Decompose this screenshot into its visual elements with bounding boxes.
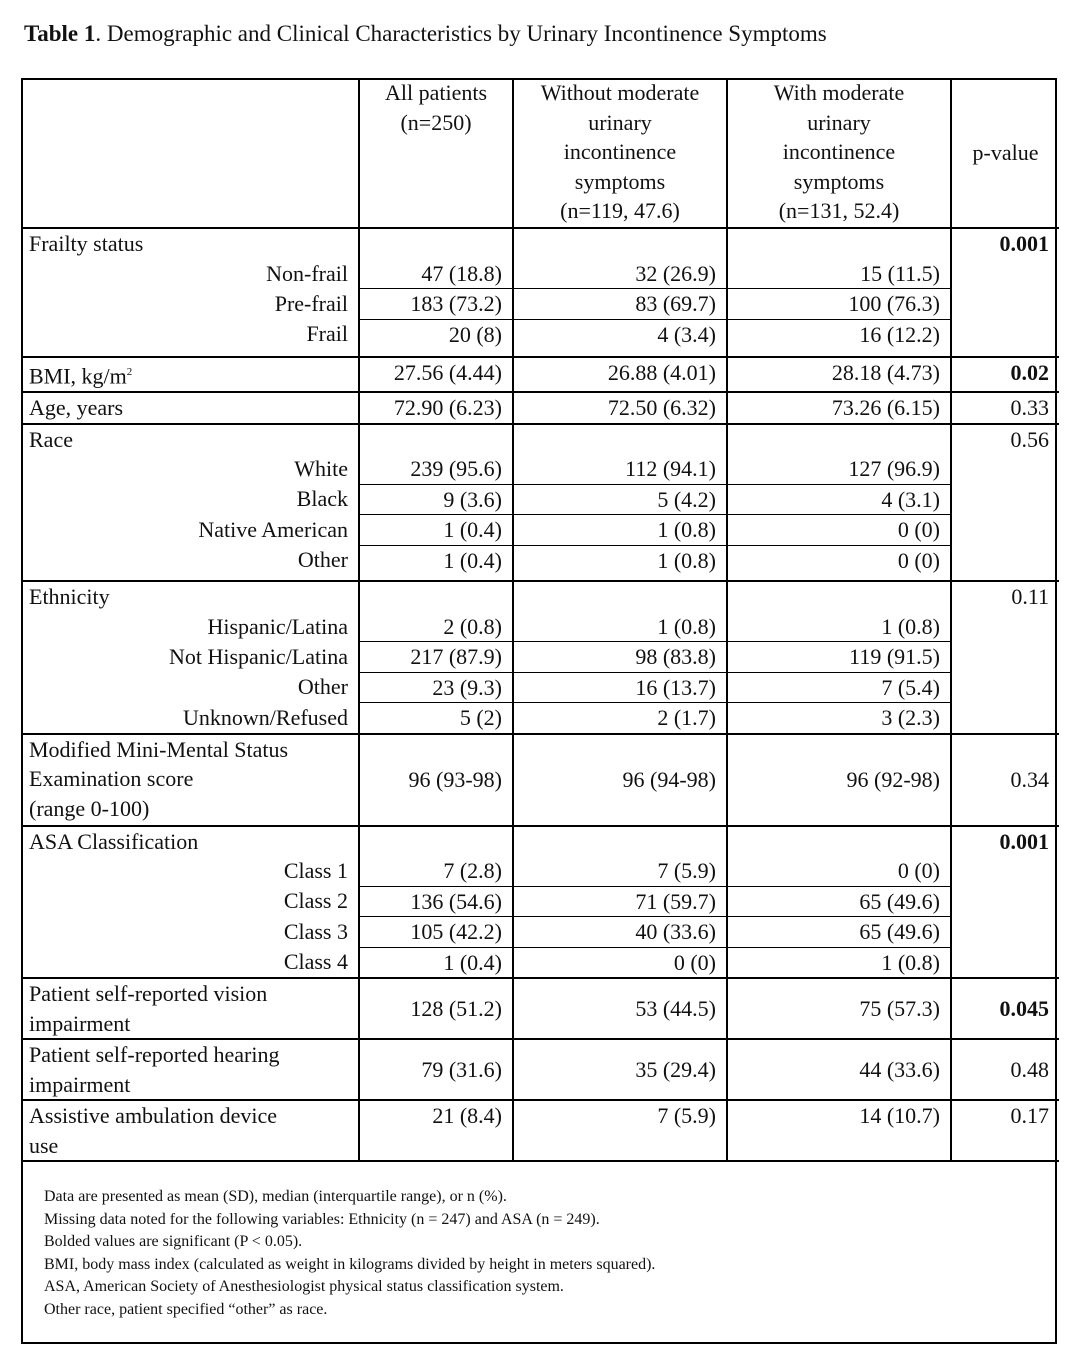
table-row: Class 4 1 (0.4) 0 (0) 1 (0.8) — [21, 947, 1059, 978]
header-blank — [21, 78, 359, 228]
table-row: Hispanic/Latina 2 (0.8) 1 (0.8) 1 (0.8) — [21, 612, 1059, 642]
row-label: ASA Classification — [29, 828, 199, 854]
p-value: 0.001 — [951, 228, 1059, 357]
row-label: Race — [29, 426, 73, 452]
p-value: 0.045 — [951, 978, 1059, 1039]
table-row: Native American 1 (0.4) 1 (0.8) 0 (0) — [21, 515, 1059, 546]
row-label: Assistive ambulation device use — [29, 1103, 278, 1158]
header-all-patients: All patients (n=250) — [359, 78, 513, 228]
table-row: Not Hispanic/Latina 217 (87.9) 98 (83.8) 119 (91.5) — [21, 642, 1059, 673]
table-row: Unknown/Refused 5 (2) 2 (1.7) 3 (2.3) — [21, 703, 1059, 734]
table-row: Frail 20 (8) 4 (3.4) 16 (12.2) — [21, 319, 1059, 357]
table-row: Patient self-reported hearing impairment 79 (31.6) 35 (29.4) 44 (33.6) 0.48 — [21, 1039, 1059, 1100]
footnote: ASA, American Society of Anesthesiologist physical status classification system. — [44, 1278, 564, 1295]
header-row — [21, 78, 1059, 228]
row-label: Patient self-reported vision impairment — [29, 981, 268, 1036]
p-value: 0.11 — [951, 581, 1059, 734]
row-label: Frailty status — [29, 231, 144, 256]
p-value: 0.17 — [951, 1100, 1059, 1161]
p-value: 0.33 — [951, 392, 1059, 424]
row-label: Modified Mini-Mental Status Examination score (range 0-100) — [29, 736, 289, 821]
footnote: Missing data noted for the following variables: Ethnicity (n = 247) and ASA (n = 249). — [44, 1210, 600, 1228]
table-row — [21, 826, 1059, 857]
table-title: . Demographic and Clinical Characteristics by Urinary Incontinence Symptoms — [95, 21, 827, 46]
p-value: 0.02 — [951, 357, 1059, 392]
table-row — [21, 581, 1059, 612]
table-row: Class 2 136 (54.6) 71 (59.7) 65 (49.6) — [21, 886, 1059, 917]
table-row: Non-frail 47 (18.8) 32 (26.9) 15 (11.5) — [21, 259, 1059, 289]
table-row: Assistive ambulation device use 21 (8.4) 7 (5.9) 14 (10.7) 0.17 — [21, 1100, 1059, 1161]
table-row: Other 1 (0.4) 1 (0.8) 0 (0) — [21, 545, 1059, 581]
p-value: 0.34 — [951, 734, 1059, 826]
table-caption — [24, 18, 827, 50]
table-row: Class 1 7 (2.8) 7 (5.9) 0 (0) — [21, 856, 1059, 886]
table-row: Patient self-reported vision impairment 128 (51.2) 53 (44.5) 75 (57.3) 0.045 — [21, 978, 1059, 1039]
footnote: Bolded values are significant (P < 0.05). — [44, 1233, 303, 1250]
header-without: Without moderate urinary incontinence symptoms (n=119, 47.6) — [513, 78, 727, 228]
p-value: 0.48 — [951, 1039, 1059, 1100]
table-row: Pre-frail 183 (73.2) 83 (69.7) 100 (76.3) — [21, 289, 1059, 320]
row-label: Age, years — [29, 394, 124, 420]
table-row: Modified Mini-Mental Status Examination score (range 0-100) 96 (93-98) 96 (94-98) 96 (92-98) 0.34 — [21, 734, 1059, 826]
table-row: Other 23 (9.3) 16 (13.7) 7 (5.4) — [21, 672, 1059, 703]
header-with: With moderate urinary incontinence symptoms (n=131, 52.4) — [727, 78, 951, 228]
row-label: BMI, $kg/m^2$ — [29, 363, 133, 389]
table-row — [21, 424, 1059, 455]
table-row — [21, 228, 1059, 259]
characteristics-table — [21, 78, 1059, 1162]
table-row: Black 9 (3.6) 5 (4.2) 4 (3.1) — [21, 484, 1059, 515]
p-value: 0.001 — [951, 826, 1059, 979]
table-row: Class 3 105 (42.2) 40 (33.6) 65 (49.6) — [21, 917, 1059, 948]
row-label: Ethnicity — [29, 584, 110, 610]
table-row: Age, years 72.90 (6.23) 72.50 (6.32) 73.26 (6.15) 0.33 — [21, 392, 1059, 424]
table-row: BMI, $kg/m^2$ 27.56 (4.44) 26.88 (4.01) 28.18 (4.73) 0.02 — [21, 357, 1059, 392]
footnote: BMI, body mass index (calculated as weight in kilograms divided by height in meters squared). — [44, 1255, 656, 1273]
table-label: Table 1 — [24, 21, 96, 46]
footnote: Data are presented as mean (SD), median (interquartile range), or n (%). — [44, 1188, 507, 1205]
table-row: White 239 (95.6) 112 (94.1) 127 (96.9) — [21, 454, 1059, 484]
footnote: Other race, patient specified “other” as race. — [44, 1300, 328, 1318]
row-label: Patient self-reported hearing impairment — [29, 1042, 280, 1097]
header-p-value: p-value — [951, 78, 1059, 228]
p-value: 0.56 — [951, 424, 1059, 582]
table-footnotes — [44, 1186, 655, 1321]
